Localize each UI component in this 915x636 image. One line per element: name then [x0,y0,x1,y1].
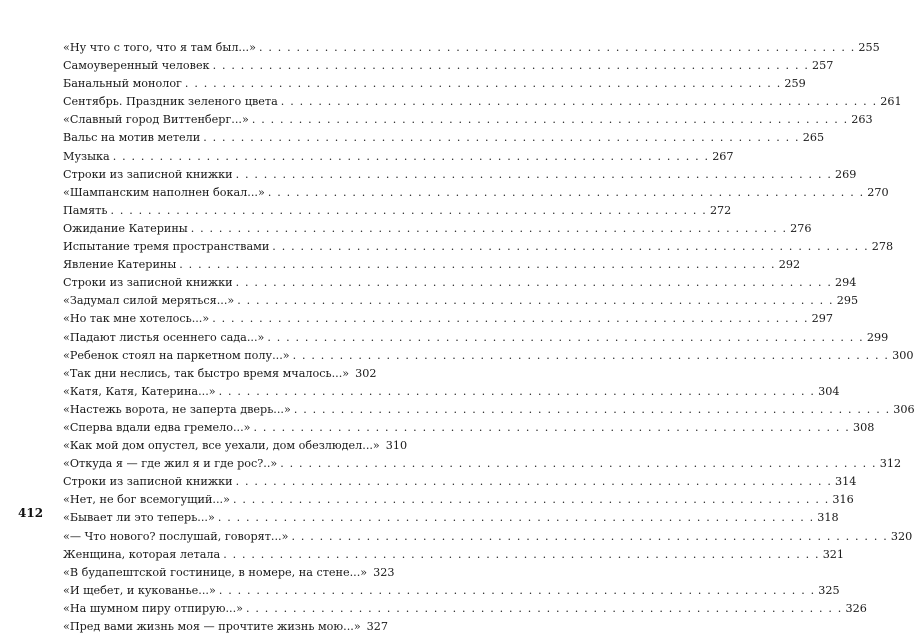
dot-leader: . . . . . . . . . . . . . . . . . . . . . . . . . . . . . . . . . . . . . . . . . . . . . . . . . . . . . . . . . . . . . . . . [212,59,810,73]
toc-entry [63,419,875,437]
toc-entry [63,75,806,93]
toc-entry-title: «Бывает ли это теперь...» [63,511,215,525]
toc-entry [63,546,845,564]
toc-entry-title: Явление Катерины [63,258,177,272]
toc-entry [63,365,377,383]
toc-entry-page: 306 [893,402,915,416]
toc-entry-page: 316 [832,493,854,507]
toc-entry-page: 310 [385,439,408,453]
toc-entry-title: Строки из записной книжки [63,276,233,290]
toc-entry [63,93,902,111]
toc-entry-title: «Как мой дом опустел, все уехали, дом обезлюдел...» [63,439,380,453]
toc-entry-page: 314 [835,475,857,489]
toc-entry-title: Строки из записной книжки [63,475,233,489]
toc-entry-page: 270 [867,185,889,199]
toc-entry [63,202,732,220]
toc-entry-page: 259 [784,77,806,91]
toc-entry [63,347,914,365]
toc-entry-page: 261 [880,95,902,109]
dot-leader: . . . . . . . . . . . . . . . . . . . . . . . . . . . . . . . . . . . . . . . . . . . . . . . . . . . . . . . . . . . . . . . . [235,167,833,181]
toc-entry [63,292,859,310]
dot-leader: . . . . . . . . . . . . . . . . . . . . . . . . . . . . . . . . . . . . . . . . . . . . . . . . . . . . . . . . . . . . . . . . [280,95,878,109]
toc-entry [63,256,801,274]
toc-entry [63,564,395,582]
toc-entry [63,455,902,473]
table-of-contents [63,39,915,636]
dot-leader: . . . . . . . . . . . . . . . . . . . . . . . . . . . . . . . . . . . . . . . . . . . . . . . . . . . . . . . . . . . . . . . . [235,475,833,489]
toc-entry [63,238,894,256]
toc-entry-page: 312 [879,457,902,471]
dot-leader: . . . . . . . . . . . . . . . . . . . . . . . . . . . . . . . . . . . . . . . . . . . . . . . . . . . . . . . . . . . . . . . . [267,330,864,344]
dot-leader: . . . . . . . . . . . . . . . . . . . . . . . . . . . . . . . . . . . . . . . . . . . . . . . . . . . . . . . . . . . . . . . . [112,149,710,163]
dot-leader: . . . . . . . . . . . . . . . . . . . . . . . . . . . . . . . . . . . . . . . . . . . . . . . . . . . . . . . . . . . . . . . . [267,185,865,199]
toc-entry-page: 318 [817,511,839,525]
toc-entry [63,129,825,147]
toc-entry-title: «— Что нового? послушай, говорят...» [63,529,289,543]
toc-entry [63,582,840,600]
toc-entry [63,473,857,491]
dot-leader: . . . . . . . . . . . . . . . . . . . . . . . . . . . . . . . . . . . . . . . . . . . . . . . . . . . . . . . . . . . . . . . . [223,547,820,561]
dot-leader: . . . . . . . . . . . . . . . . . . . . . . . . . . . . . . . . . . . . . . . . . . . . . . . . . . . . . . . . . . . . . . . . [292,348,890,362]
dot-leader: . . . . . . . . . . . . . . . . . . . . . . . . . . . . . . . . . . . . . . . . . . . . . . . . . . . . . . . . . . . . . . . . [203,131,800,145]
dot-leader: . . . . . . . . . . . . . . . . . . . . . . . . . . . . . . . . . . . . . . . . . . . . . . . . . . . . . . . . . . . . . . . . [190,221,788,235]
toc-entry-page: 297 [811,312,834,326]
toc-entry-page: 299 [866,330,889,344]
toc-entry-page: 263 [851,113,873,127]
toc-entry-title: «На шумном пиру отпирую...» [63,601,244,615]
toc-entry-page: 302 [355,366,377,380]
dot-leader: . . . . . . . . . . . . . . . . . . . . . . . . . . . . . . . . . . . . . . . . . . . . . . . . . . . . . . . . . . . . . . . . [253,420,850,434]
toc-entry-title: «Ребенок стоял на паркетном полу...» [63,348,290,362]
toc-entry-page: 265 [802,131,825,145]
toc-entry [63,39,880,57]
toc-entry-title: «Настежь ворота, не заперта дверь...» [63,402,291,416]
toc-entry-page: 257 [812,59,834,73]
dot-leader: . . . . . . . . . . . . . . . . . . . . . . . . . . . . . . . . . . . . . . . . . . . . . . . . . . . . . . . . . . . . . . . . [212,312,809,326]
toc-entry-title: Вальс на мотив метели [63,131,201,145]
toc-entry [63,437,408,455]
toc-entry-page: 325 [818,583,840,597]
toc-entry-page: 323 [373,565,395,579]
toc-entry-title: Память [63,203,108,217]
toc-entry-page: 300 [892,348,914,362]
toc-entry-title: «Ну что с того, что я там был...» [63,41,256,54]
toc-entry-title: Строки из записной книжки [63,167,233,181]
toc-entry-title: Музыка [63,149,110,163]
toc-entry-title: «Так дни неслись, так быстро время мчалось...» [63,366,350,380]
toc-entry-title: «Славный город Виттенберг...» [63,113,249,127]
dot-leader: . . . . . . . . . . . . . . . . . . . . . . . . . . . . . . . . . . . . . . . . . . . . . . . . . . . . . . . . . . . . . . . . [246,601,843,615]
toc-entry [63,528,913,546]
dot-leader: . . . . . . . . . . . . . . . . . . . . . . . . . . . . . . . . . . . . . . . . . . . . . . . . . . . . . . . . . . . . . . . . [218,384,816,398]
toc-entry [63,509,839,527]
toc-entry-title: «Падают листья осеннего сада...» [63,330,265,344]
toc-entry-title: Банальный монолог [63,77,182,91]
dot-leader: . . . . . . . . . . . . . . . . . . . . . . . . . . . . . . . . . . . . . . . . . . . . . . . . . . . . . . . . . . . . . . . . [218,583,816,597]
page-number: 412 [18,506,44,520]
dot-leader: . . . . . . . . . . . . . . . . . . . . . . . . . . . . . . . . . . . . . . . . . . . . . . . . . . . . . . . . . . . . . . . . [258,41,856,54]
toc-entry-page: 326 [845,601,867,615]
dot-leader: . . . . . . . . . . . . . . . . . . . . . . . . . . . . . . . . . . . . . . . . . . . . . . . . . . . . . . . . . . . . . . . . [184,77,782,91]
toc-entry-page: 294 [835,276,857,290]
toc-entry-title: «Пред вами жизнь моя — прочтите жизнь мою...» [63,620,361,633]
toc-entry [63,600,867,618]
dot-leader: . . . . . . . . . . . . . . . . . . . . . . . . . . . . . . . . . . . . . . . . . . . . . . . . . . . . . . . . . . . . . . . . [179,258,776,272]
toc-entry-title: Сентябрь. Праздник зеленого цвета [63,95,278,109]
toc-entry-title: «И щебет, и кукованье...» [63,583,216,597]
toc-entry [63,184,889,202]
toc-entry-title: «Сперва вдали едва гремело...» [63,420,251,434]
toc-entry-page: 272 [709,203,732,217]
dot-leader: . . . . . . . . . . . . . . . . . . . . . . . . . . . . . . . . . . . . . . . . . . . . . . . . . . . . . . . . . . . . . . . . [293,402,891,416]
toc-entry-title: «Но так мне хотелось...» [63,312,210,326]
toc-entry [63,274,857,292]
toc-entry [63,220,812,238]
toc-entry [63,57,834,75]
dot-leader: . . . . . . . . . . . . . . . . . . . . . . . . . . . . . . . . . . . . . . . . . . . . . . . . . . . . . . . . . . . . . . . . [251,113,849,127]
dot-leader: . . . . . . . . . . . . . . . . . . . . . . . . . . . . . . . . . . . . . . . . . . . . . . . . . . . . . . . . . . . . . . . . [237,294,834,308]
toc-entry-page: 295 [836,294,859,308]
toc-entry-page: 327 [366,620,389,633]
dot-leader: . . . . . . . . . . . . . . . . . . . . . . . . . . . . . . . . . . . . . . . . . . . . . . . . . . . . . . . . . . . . . . . . [110,203,707,217]
toc-entry [63,383,840,401]
toc-entry-page: 267 [712,149,734,163]
dot-leader: . . . . . . . . . . . . . . . . . . . . . . . . . . . . . . . . . . . . . . . . . . . . . . . . . . . . . . . . . . . . . . . . [272,240,869,254]
toc-entry [63,401,915,419]
toc-entry-title: Ожидание Катерины [63,221,188,235]
toc-entry [63,111,873,129]
toc-entry [63,329,889,347]
toc-entry-title: «Нет, не бог всемогущий...» [63,493,230,507]
dot-leader: . . . . . . . . . . . . . . . . . . . . . . . . . . . . . . . . . . . . . . . . . . . . . . . . . . . . . . . . . . . . . . . . [280,457,877,471]
toc-entry-page: 321 [822,547,845,561]
toc-entry-title: «Шампанским наполнен бокал...» [63,185,265,199]
toc-entry-page: 308 [852,420,875,434]
toc-entry-title: Женщина, которая летала [63,547,221,561]
toc-entry [63,491,854,509]
toc-entry-title: Испытание тремя пространствами [63,240,270,254]
toc-entry [63,618,389,636]
toc-entry-page: 276 [790,221,812,235]
toc-entry-page: 278 [871,240,894,254]
toc-entry-title: Самоуверенный человек [63,59,210,73]
toc-entry [63,166,857,184]
dot-leader: . . . . . . . . . . . . . . . . . . . . . . . . . . . . . . . . . . . . . . . . . . . . . . . . . . . . . . . . . . . . . . . . [291,529,888,543]
toc-entry-page: 320 [890,529,913,543]
toc-entry-title: «Задумал силой меряться...» [63,294,235,308]
toc-entry-page: 255 [858,41,880,54]
toc-entry [63,310,834,328]
toc-entry-page: 304 [818,384,840,398]
dot-leader: . . . . . . . . . . . . . . . . . . . . . . . . . . . . . . . . . . . . . . . . . . . . . . . . . . . . . . . . . . . . . . . . [235,276,833,290]
dot-leader: . . . . . . . . . . . . . . . . . . . . . . . . . . . . . . . . . . . . . . . . . . . . . . . . . . . . . . . . . . . . . . . . [217,511,815,525]
toc-entry-title: «Откуда я — где жил я и где рос?..» [63,457,278,471]
toc-entry-page: 269 [835,167,857,181]
toc-entry [63,148,734,166]
toc-entry-title: «Катя, Катя, Катерина...» [63,384,216,398]
toc-entry-page: 292 [778,258,801,272]
dot-leader: . . . . . . . . . . . . . . . . . . . . . . . . . . . . . . . . . . . . . . . . . . . . . . . . . . . . . . . . . . . . . . . . [232,493,830,507]
toc-entry-title: «В будапештской гостинице, в номере, на стене...» [63,565,368,579]
